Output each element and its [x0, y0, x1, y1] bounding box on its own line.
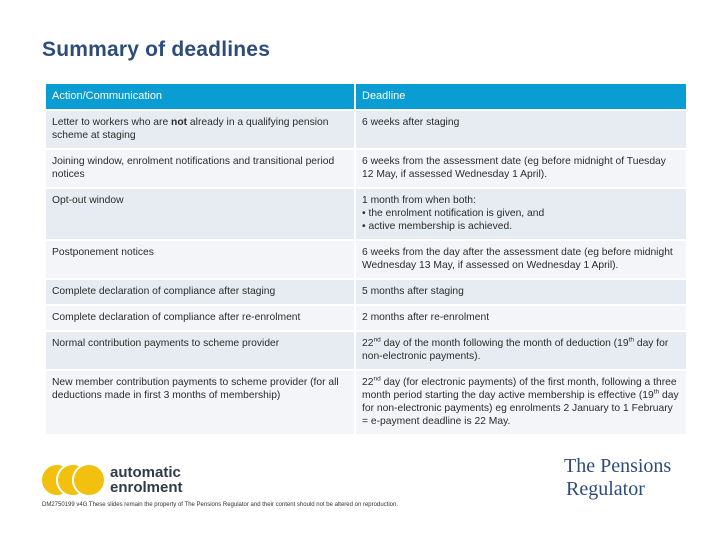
column-header-deadline: Deadline: [356, 84, 686, 109]
table-row: [46, 306, 686, 330]
ordinal-suffix: th: [653, 388, 660, 396]
action-cell: Complete declaration of compliance after staging: [46, 280, 354, 304]
ordinal-suffix: nd: [373, 336, 381, 344]
table-row: [46, 280, 686, 304]
automatic-enrolment-logo: [40, 462, 183, 498]
deadline-cell: 2 months after re-enrolment: [356, 306, 686, 330]
deadline-text: 22: [362, 377, 374, 388]
deadline-text: day (for electronic payments) of the first month, following a three month period starting the day active membership is effective (19: [362, 377, 677, 401]
deadline-cell: 5 months after staging: [356, 280, 686, 304]
ordinal-suffix: nd: [373, 375, 381, 383]
action-text: Letter to workers who are: [52, 117, 172, 128]
action-cell: Normal contribution payments to scheme provider: [46, 332, 354, 369]
deadline-bullet: • the enrolment notification is given, and: [362, 208, 545, 219]
logo-word: automatic: [110, 464, 181, 481]
logo-word: enrolment: [110, 479, 183, 496]
table-row: [46, 150, 686, 187]
deadline-cell: [356, 371, 686, 434]
action-cell: Postponement notices: [46, 241, 354, 278]
deadline-text: day for non-electronic payments) eg enrolments 2 January to 1 February = e-payment deadline is 22 May.: [362, 390, 679, 427]
column-header-action: Action/Communication: [46, 84, 354, 109]
deadline-cell: [356, 332, 686, 369]
footer-note: DM2750199 v4G These slides remain the property of The Pensions Regulator and their content should not be altered on reproduction.: [42, 502, 398, 508]
deadline-text: day for non-electronic payments).: [362, 338, 669, 362]
action-text: already in a qualifying pension scheme at staging: [52, 117, 329, 141]
deadline-cell: 6 weeks after staging: [356, 111, 686, 148]
deadline-line: 1 month from when both:: [362, 195, 476, 206]
deadline-cell: [356, 189, 686, 239]
pensions-regulator-logo: [564, 455, 671, 501]
table-row: [46, 371, 686, 434]
table-row: [46, 189, 686, 239]
logo-word: Regulator: [566, 478, 645, 500]
table-header-row: [46, 84, 686, 109]
action-cell: Joining window, enrolment notifications and transitional period notices: [46, 150, 354, 187]
deadline-bullet: • active membership is achieved.: [362, 221, 513, 232]
table-row: [46, 241, 686, 278]
action-cell: [46, 111, 354, 148]
deadline-text: 22: [362, 338, 374, 349]
logo-wordmark: [110, 465, 183, 495]
deadlines-table: [44, 82, 688, 436]
table-row: [46, 332, 686, 369]
circles-logo-icon: [40, 463, 104, 497]
deadline-cell: 6 weeks from the day after the assessment date (eg before midnight Wednesday 13 May, if assessed on Wednesday 1 April).: [356, 241, 686, 278]
table-row: [46, 111, 686, 148]
action-cell: Opt-out window: [46, 189, 354, 239]
action-emphasis: not: [171, 117, 188, 128]
deadline-cell: 6 weeks from the assessment date (eg before midnight of Tuesday 12 May, if assessed Wednesday 1 April).: [356, 150, 686, 187]
deadline-text: day of the month following the month of deduction (19: [380, 338, 629, 349]
action-cell: Complete declaration of compliance after re-enrolment: [46, 306, 354, 330]
ordinal-suffix: th: [628, 336, 634, 344]
logo-word: The Pensions: [564, 455, 672, 477]
slide-title: Summary of deadlines: [42, 38, 271, 61]
action-cell: New member contribution payments to scheme provider (for all deductions made in first 3 months of membership): [46, 371, 354, 434]
